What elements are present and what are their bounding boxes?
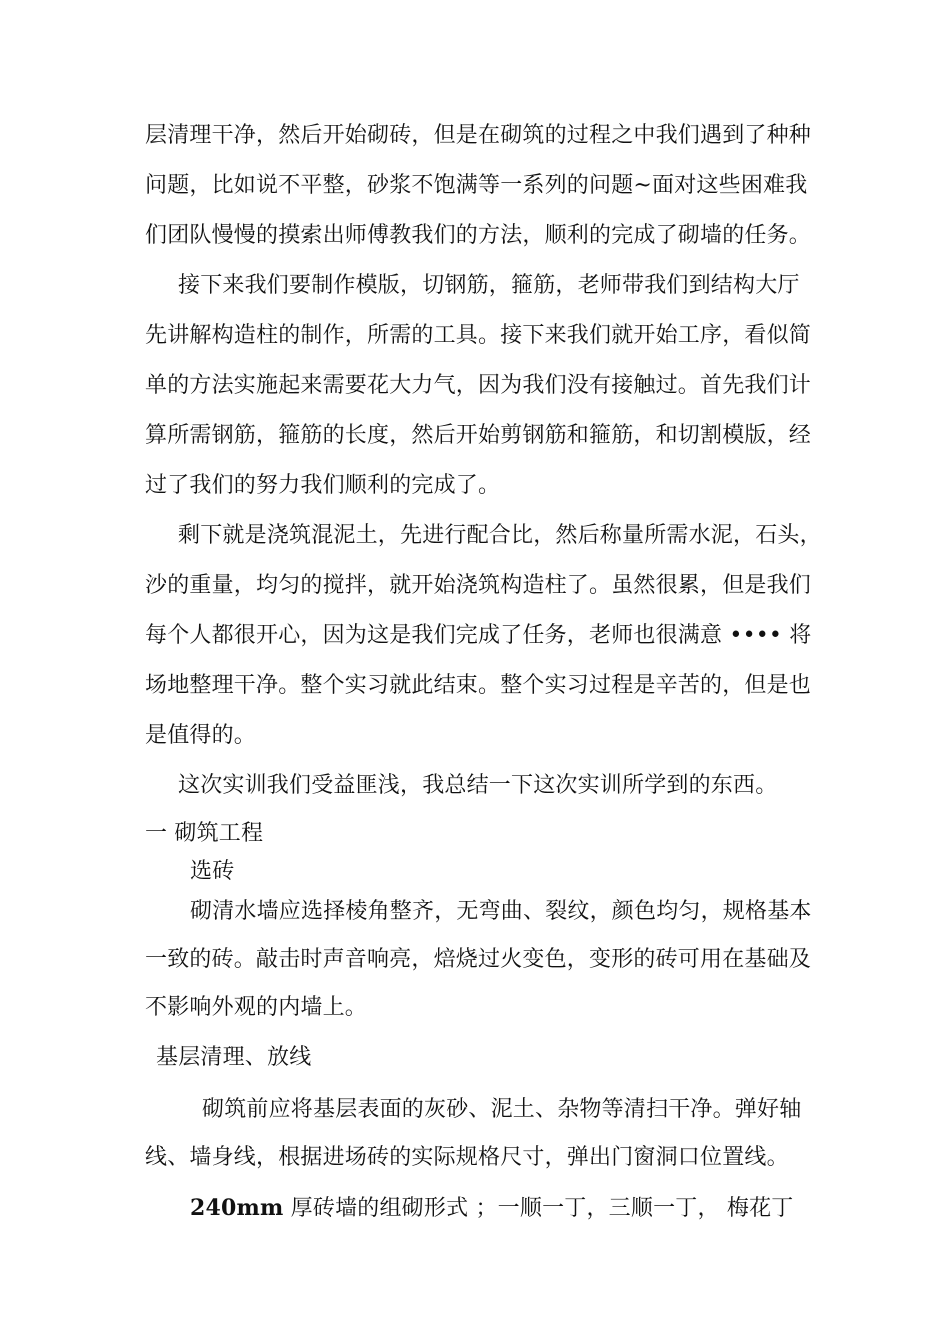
paragraph-line: 这次实训我们受益匪浅，我总结一下这次实训所学到的东西。 [178,773,778,798]
paragraph-line: 剩下就是浇筑混泥土，先进行配合比，然后称量所需水泥，石头， [178,523,822,548]
paragraph-line: 砌筑前应将基层表面的灰砂、泥土、杂物等清扫干净。弹好轴 [202,1097,802,1122]
paragraph-line: 场地整理干净。整个实习就此结束。整个实习过程是辛苦的，但是也 [145,673,812,698]
wall-thickness-label: 240mm [190,1195,284,1221]
paragraph-line: 沙的重量，均匀的搅拌，就开始浇筑构造柱了。虽然很累，但是我们 [145,573,812,598]
subsection-heading: 基层清理、放线 [156,1045,312,1070]
paragraph-line: 一致的砖。敲击时声音响亮，焙烧过火变色，变形的砖可用在基础及 [145,947,812,972]
paragraph-line: 们团队慢慢的摸索出师傅教我们的方法，顺利的完成了砌墙的任务。 [145,223,812,248]
paragraph-line [190,1194,793,1223]
paragraph-line: 过了我们的努力我们顺利的完成了。 [145,473,501,498]
paragraph-line: 问题，比如说不平整，砂浆不饱满等一系列的问题~面对这些困难我 [145,173,808,198]
paragraph-line: 单的方法实施起来需要花大力气，因为我们没有接触过。首先我们计 [145,373,812,398]
paragraph-line: 层清理干净，然后开始砌砖，但是在砌筑的过程之中我们遇到了种种 [145,123,812,148]
paragraph-line: 不影响外观的内墙上。 [145,995,368,1020]
paragraph-line: 是值得的。 [145,723,257,748]
subsection-heading: 选砖 [190,859,235,884]
paragraph-line: 接下来我们要制作模版，切钢筋，箍筋，老师带我们到结构大厅 [178,273,800,298]
wall-bond-text: 厚砖墙的组砌形式 ；一顺一丁，三顺一丁， 梅花丁 [283,1196,794,1221]
paragraph-line: 每个人都很开心，因为这是我们完成了任务，老师也很满意 •••• 将 [145,623,812,648]
paragraph-line: 算所需钢筋，箍筋的长度，然后开始剪钢筋和箍筋，和切割模版，经 [145,423,812,448]
paragraph-line: 砌清水墙应选择棱角整齐，无弯曲、裂纹，颜色均匀，规格基本 [190,899,812,924]
paragraph-line: 线、墙身线，根据进场砖的实际规格尺寸，弹出门窗洞口位置线。 [145,1145,789,1170]
paragraph-line: 先讲解构造柱的制作，所需的工具。接下来我们就开始工序，看似简 [145,323,812,348]
section-heading: 一 砌筑工程 [145,821,264,846]
